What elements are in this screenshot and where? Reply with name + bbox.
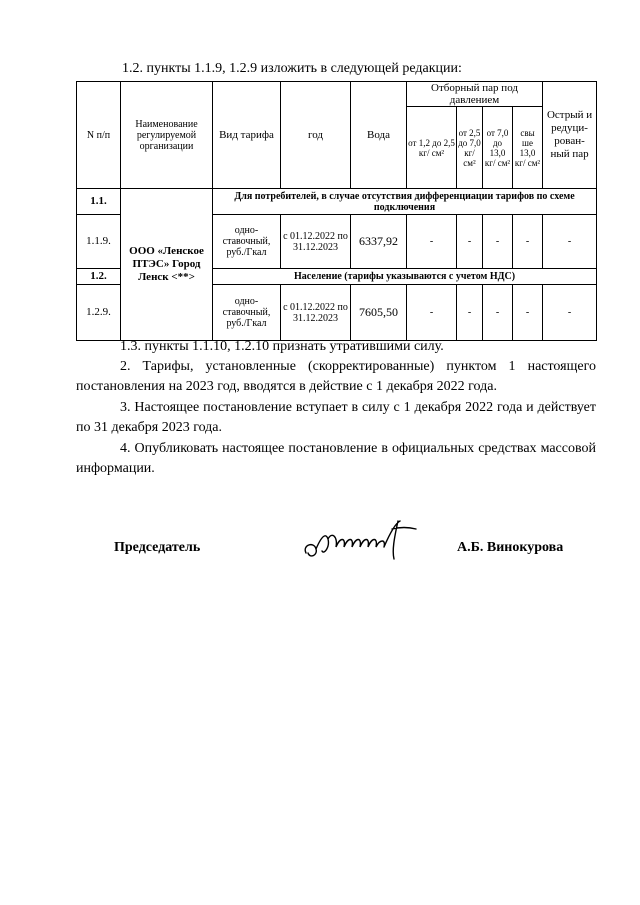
header-num: N п/п	[77, 82, 121, 189]
paragraph-3: 3. Настоящее постановление вступает в силу с 1 декабря 2022 года и действует по 31 декабря 2023 года.	[76, 400, 596, 435]
row-value: -	[483, 215, 513, 269]
paragraph-1-3: 1.3. пункты 1.1.10, 1.2.10 признать утратившими силу.	[120, 339, 444, 354]
row-kind: одно- ставочный, руб./Гкал	[213, 215, 281, 269]
row-year: с 01.12.2022 по 31.12.2023	[281, 285, 351, 341]
row-value: -	[513, 285, 543, 341]
row-water: 6337,92	[351, 215, 407, 269]
row-kind: одно- ставочный, руб./Гкал	[213, 285, 281, 341]
header-kind: Вид тарифа	[213, 82, 281, 189]
row-num: 1.1.	[77, 189, 121, 215]
header-steam: Отборный пар под давлением	[407, 82, 543, 107]
header-water: Вода	[351, 82, 407, 189]
row-year: с 01.12.2022 по 31.12.2023	[281, 215, 351, 269]
header-pressure-1: от 1,2 до 2,5 кг/ см²	[407, 107, 457, 189]
row-value: -	[543, 215, 597, 269]
row-value: -	[407, 285, 457, 341]
paragraph-2: 2. Тарифы, установленные (скорректированные) пунктом 1 настоящего постановления на 2023 год, вводятся в действие с 1 декабря 2022 года.	[76, 359, 596, 394]
row-water: 7605,50	[351, 285, 407, 341]
header-pressure-2: от 2,5 до 7,0 кг/ см²	[457, 107, 483, 189]
row-value: -	[543, 285, 597, 341]
header-pressure-3: от 7,0 до 13,0 кг/ см²	[483, 107, 513, 189]
row-num: 1.2.9.	[77, 285, 121, 341]
signature-title: Председатель	[114, 540, 201, 555]
signer-name: А.Б. Винокурова	[457, 540, 564, 555]
row-value: -	[457, 285, 483, 341]
header-pressure-4: свы ше 13,0 кг/ см²	[513, 107, 543, 189]
section-row: Для потребителей, в случае отсутствия дифференциации тарифов по схеме подключения	[213, 189, 597, 215]
paragraph-4: 4. Опубликовать настоящее постановление в официальных средствах массовой информации.	[76, 441, 596, 476]
row-num: 1.1.9.	[77, 215, 121, 269]
row-value: -	[483, 285, 513, 341]
org-name-cell: ООО «Ленское ПТЭС» Город Ленск <**>	[121, 189, 213, 341]
row-num: 1.2.	[77, 269, 121, 285]
handwritten-signature	[300, 515, 420, 570]
intro-text: 1.2. пункты 1.1.9, 1.2.9 изложить в следующей редакции:	[122, 61, 462, 76]
row-value: -	[407, 215, 457, 269]
tariff-table	[76, 81, 597, 341]
row-value: -	[457, 215, 483, 269]
header-year: год	[281, 82, 351, 189]
row-value: -	[513, 215, 543, 269]
header-sharp-steam: Острый и редуци- рован- ный пар	[543, 82, 597, 189]
section-row: Население (тарифы указываются с учетом НДС)	[213, 269, 597, 285]
header-org: Наименование регулируемой организации	[121, 82, 213, 189]
